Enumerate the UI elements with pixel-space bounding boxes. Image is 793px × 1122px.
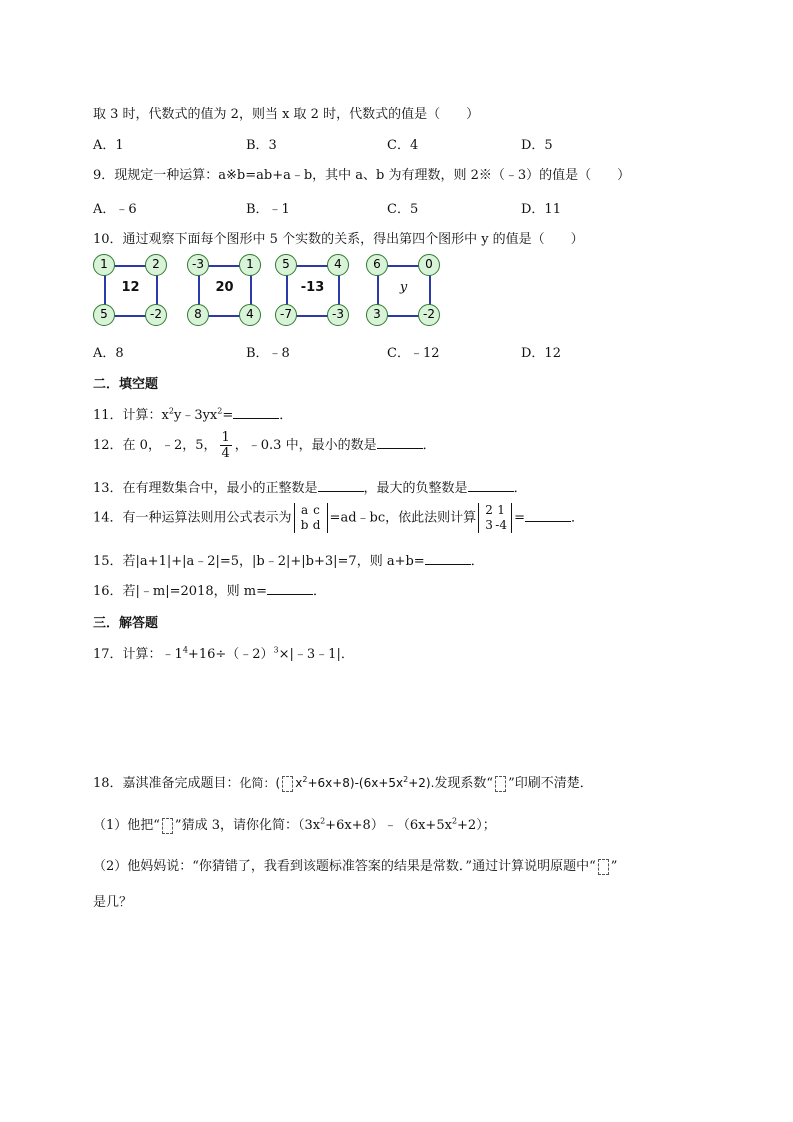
blurred-coefficient-box [598,859,609,875]
q18-hw-label: 化简：( [239,776,281,790]
det2-d: -4 [495,518,507,532]
q18-hw-expr-a: x [295,776,303,790]
q11-prefix: 11．计算：x [93,408,169,423]
q11-exp2: 2 [217,406,223,416]
q11-text [93,404,292,423]
figure-node-tl: 6 [366,254,388,276]
q8-text: 取 3 时，代数式的值为 2，则当 x 取 2 时，代数式的值是（ ） [93,107,480,122]
q13-prefix: 13．在有理数集合中，最小的正整数是 [93,481,318,496]
q14-determinant-formula [294,503,328,533]
q13-text [93,477,527,496]
q15-answer-blank[interactable] [425,552,471,565]
q18-hw-exp2: 2 [403,775,409,784]
section-fill-in-heading: 二．填空题 [93,377,159,392]
q9-text: 9．现规定一种运算：a※b=ab+a﹣b，其中 a、b 为有理数，则 2※（﹣3）的值是（ ） [93,168,631,183]
q18-2-prefix: （2）他妈妈说：“你猜错了，我看到该题标准答案的结果是常数．”通过计算说明原题中“ [93,859,596,874]
figure-node-tr: 0 [418,254,440,276]
figure-node-tr: 2 [145,254,167,276]
q18-1-suffix: +2）； [457,818,496,833]
blurred-coefficient-box [162,818,173,834]
q12-fraction-denominator: 4 [221,446,230,461]
q18-hw-expr-c: +2). [408,776,435,790]
q10-figure-2 [187,254,262,329]
figure-center-value: y [399,280,408,295]
det1-b: b [300,518,309,532]
q8-option-b: B．3 [246,138,277,153]
q10-option-b: B．﹣8 [246,346,290,361]
q8-option-a: A．1 [93,138,124,153]
blurred-coefficient-box [282,776,293,792]
q14-mid: =ad﹣bc，依此法则计算 [329,510,477,526]
q18-hw-exp1: 2 [302,775,308,784]
q12-fraction [220,430,232,461]
q18-1-exp2: 2 [451,816,458,826]
figure-node-bl: 8 [187,304,209,326]
q10-option-a: A．8 [93,346,124,361]
q12-text [93,430,436,461]
figure-node-bl: -7 [275,304,297,326]
q17-prefix: 17．计算：﹣1 [93,647,183,662]
q14-end: ． [571,510,585,526]
q14-answer-blank[interactable] [525,509,571,522]
q17-suffix: ×|﹣3﹣1|． [278,647,354,662]
q11-suffix: = [222,408,234,423]
q18-1-mid2: +6x+8）﹣（6x+5x [325,818,452,833]
q16-text [93,580,326,599]
q10-figure-1 [93,254,168,329]
q18-prefix: 18．嘉淇准备完成题目： [93,776,240,791]
q17-exp1: 4 [182,645,188,655]
figure-center-value: 20 [215,280,234,295]
q11-answer-blank[interactable] [233,406,279,419]
blurred-coefficient-box [495,776,506,792]
q12-prefix: 12．在 0，﹣2，5， [93,438,217,453]
q12-suffix: ，﹣0.3 中，最小的数是 [234,438,377,453]
figure-node-tl: 1 [93,254,115,276]
q18-1-exp1: 2 [320,816,326,826]
q11-end: ． [279,408,293,423]
q9-option-a: A．﹣6 [93,202,137,217]
q18-tail-a: 发现系数“ [434,776,494,791]
det2-b: 3 [485,518,493,532]
q14-suffix: = [514,510,526,526]
det1-c: c [313,503,320,517]
q18-tail-b: ”印刷不清楚． [508,776,593,791]
q8-option-c: C．4 [387,138,419,153]
figure-node-br: -2 [418,304,440,326]
q18-part2-text [93,855,617,875]
q14-text [93,503,584,533]
q10-figure-3 [275,254,350,329]
q11-exp1: 2 [168,406,174,416]
q18-handwritten-expression [240,776,435,790]
q16-end: ． [312,584,326,599]
q13-answer-blank-2[interactable] [468,479,514,492]
q10-option-d: D．12 [521,346,561,361]
q11-mid: y﹣3yx [173,408,218,423]
q15-text [93,550,484,569]
q9-option-d: D．11 [521,202,561,217]
q14-prefix: 14．有一种运算法则用公式表示为 [93,510,292,526]
q16-answer-blank[interactable] [267,582,313,595]
q12-end: ． [422,438,436,453]
q12-answer-blank[interactable] [377,436,423,449]
q10-option-c: C．﹣12 [387,346,440,361]
figure-node-br: -2 [145,304,167,326]
q17-text [93,643,354,662]
q18-1-mid: ”猜成 3，请你化简：（3x [174,818,321,833]
q16-body: 16．若|﹣m|=2018，则 m= [93,584,267,599]
q8-option-d: D．5 [521,138,553,153]
det2-c: 1 [497,503,505,517]
figure-center-value: -13 [300,280,325,295]
q18-part1-text [93,814,496,834]
det1-d: d [312,518,321,532]
q9-option-b: B．﹣1 [246,202,290,217]
figure-node-tr: 4 [327,254,349,276]
det2-a: 2 [485,503,493,517]
q14-determinant-compute [478,503,512,533]
figure-node-tl: 5 [275,254,297,276]
q10-figure-4 [366,254,441,329]
q18-part2-continuation: 是几？ [93,895,133,910]
q12-fraction-numerator: 1 [221,430,230,445]
q13-mid: ，最大的负整数是 [363,481,468,496]
q13-answer-blank-1[interactable] [318,479,364,492]
q13-end: ． [513,481,527,496]
figure-node-br: -3 [327,304,349,326]
q17-mid: +16÷（﹣2） [187,647,274,662]
det1-a: a [300,503,309,517]
q17-exp2: 3 [273,645,279,655]
q18-1-prefix: （1）他把“ [93,818,160,833]
figure-node-tl: -3 [187,254,209,276]
figure-node-bl: 5 [93,304,115,326]
q18-text [93,772,593,792]
q18-2-suffix: ” [610,859,618,874]
figure-node-bl: 3 [366,304,388,326]
section-solve-heading: 三．解答题 [93,616,159,631]
figure-center-value: 12 [121,280,140,295]
q18-hw-expr-b: +6x+8)-(6x+5x [307,776,404,790]
q15-body: 15．若|a+1|+|a﹣2|=5，|b﹣2|+|b+3|=7，则 a+b= [93,554,425,569]
figure-node-tr: 1 [239,254,261,276]
q10-text: 10．通过观察下面每个图形中 5 个实数的关系，得出第四个图形中 y 的值是（ ） [93,232,584,247]
q15-end: ． [470,554,484,569]
figure-node-br: 4 [239,304,261,326]
q9-option-c: C．5 [387,202,419,217]
